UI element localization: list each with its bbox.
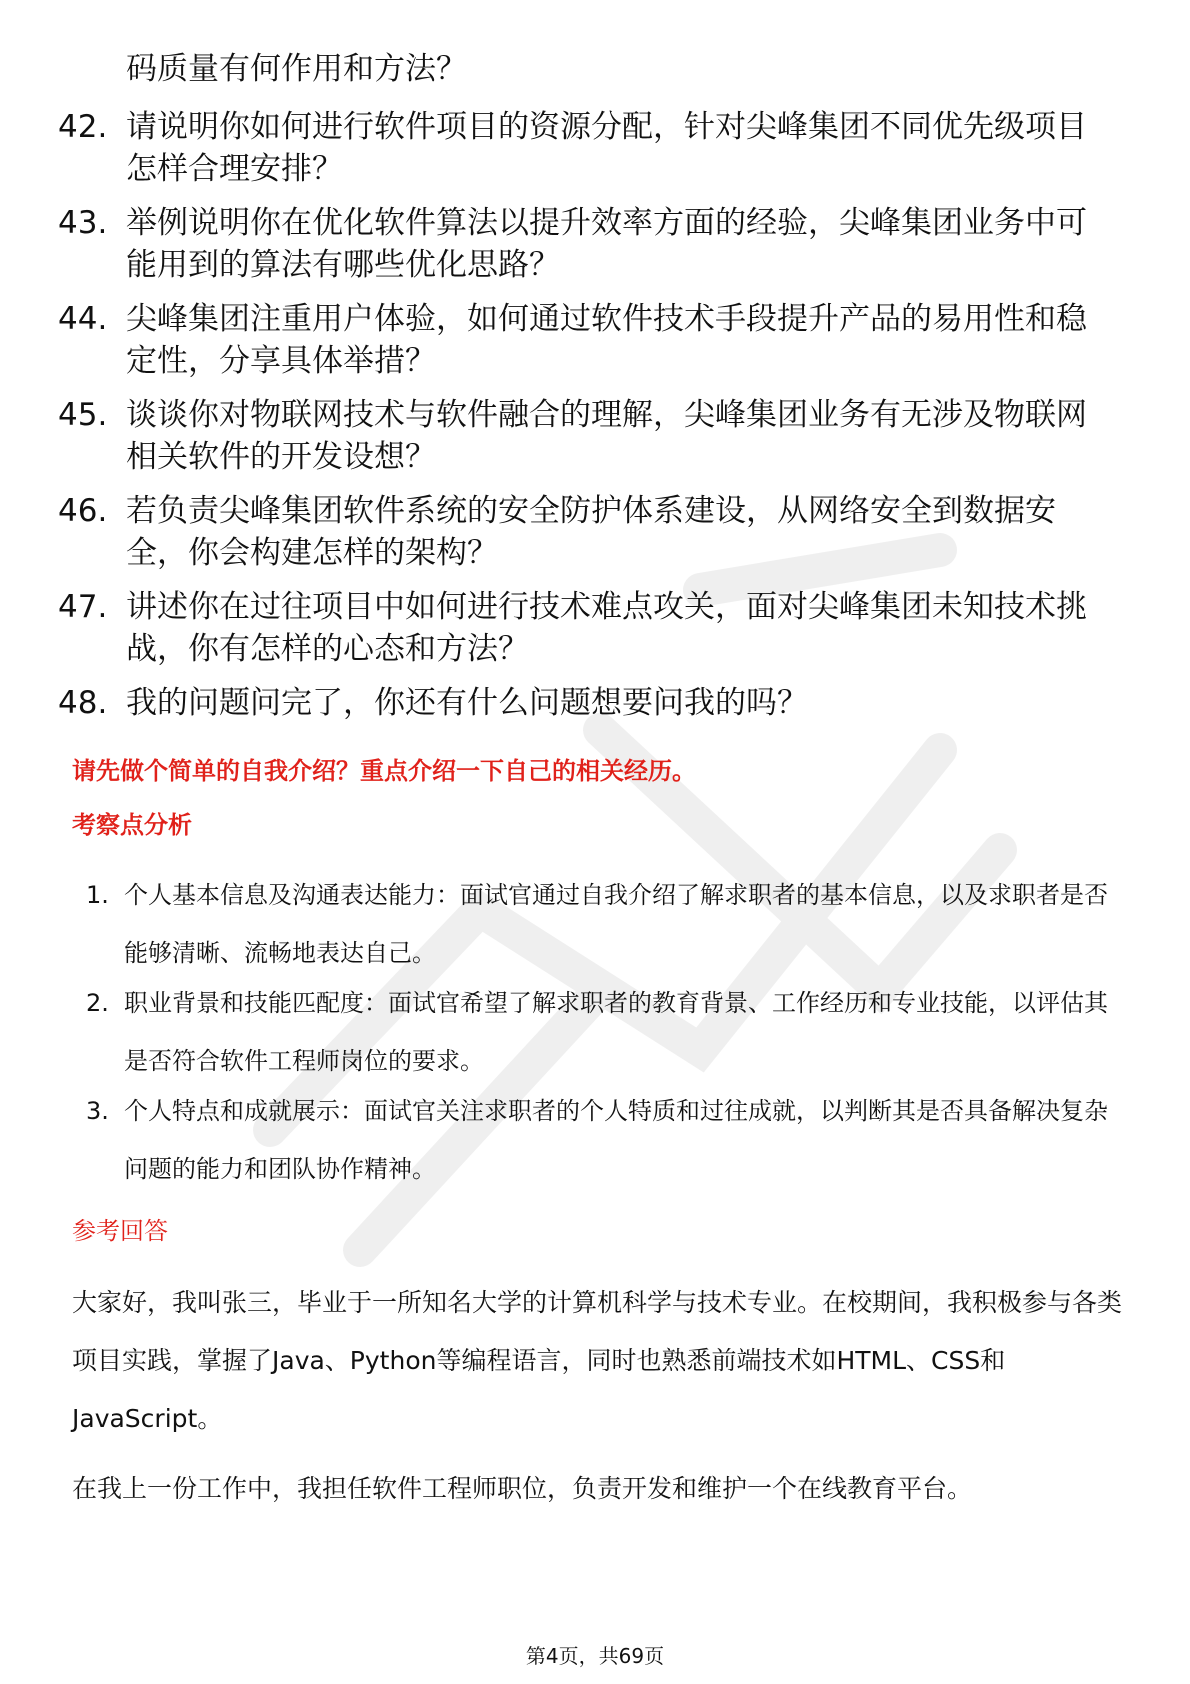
question-text: 我的问题问完了，你还有什么问题想要问我的吗？: [126, 685, 808, 721]
analysis-item: [86, 866, 1126, 982]
answer-heading: 参考回答: [72, 1217, 168, 1245]
question-text: 讲述你在过往项目中如何进行技术难点攻关，面对尖峰集团未知技术挑战，你有怎样的心态和方法？: [126, 589, 1087, 667]
analysis-heading: 考察点分析: [72, 811, 192, 839]
question-text: 若负责尖峰集团软件系统的安全防护体系建设，从网络安全到数据安全，你会构建怎样的架构？: [126, 493, 1056, 571]
question-number: 42.: [58, 109, 108, 145]
question-text: 请说明你如何进行软件项目的资源分配，针对尖峰集团不同优先级项目怎样合理安排？: [126, 109, 1087, 187]
question-item: [58, 394, 1118, 478]
question-text: 尖峰集团注重用户体验，如何通过软件技术手段提升产品的易用性和稳定性，分享具体举措？: [126, 301, 1087, 379]
question-number: 47.: [58, 589, 108, 625]
question-item: [58, 202, 1118, 286]
question-text: 谈谈你对物联网技术与软件融合的理解，尖峰集团业务有无涉及物联网相关软件的开发设想？: [126, 397, 1087, 475]
analysis-number: 1.: [86, 881, 109, 909]
question-item: [58, 490, 1118, 574]
question-number: 44.: [58, 301, 108, 337]
question-item: [58, 586, 1118, 670]
question-number: 46.: [58, 493, 108, 529]
page-footer: 第4页，共69页: [525, 1644, 665, 1668]
question-text: 码质量有何作用和方法？: [126, 51, 467, 87]
question-item: [58, 682, 1118, 724]
question-number: 43.: [58, 205, 108, 241]
question-number: 45.: [58, 397, 108, 433]
analysis-text: 个人特点和成就展示：面试官关注求职者的个人特质和过往成就，以判断其是否具备解决复杂问题的能力和团队协作精神。: [124, 1097, 1108, 1183]
question-item: [58, 48, 1118, 90]
analysis-text: 个人基本信息及沟通表达能力：面试官通过自我介绍了解求职者的基本信息，以及求职者是否能够清晰、流畅地表达自己。: [124, 881, 1108, 967]
analysis-number: 3.: [86, 1097, 109, 1125]
analysis-text: 职业背景和技能匹配度：面试官希望了解求职者的教育背景、工作经历和专业技能，以评估其是否符合软件工程师岗位的要求。: [124, 989, 1108, 1075]
answer-paragraph: 大家好，我叫张三，毕业于一所知名大学的计算机科学与技术专业。在校期间，我积极参与各类项目实践，掌握了Java、Python等编程语言，同时也熟悉前端技术如HTML、CSS和JavaScript。: [72, 1288, 1123, 1433]
question-number: 48.: [58, 685, 108, 721]
analysis-item: [86, 974, 1126, 1090]
question-item: [58, 106, 1118, 190]
question-text: 举例说明你在优化软件算法以提升效率方面的经验，尖峰集团业务中可能用到的算法有哪些优化思路？: [126, 205, 1087, 283]
analysis-number: 2.: [86, 989, 109, 1017]
question-item: [58, 298, 1118, 382]
answer-paragraph: 在我上一份工作中，我担任软件工程师职位，负责开发和维护一个在线教育平台。: [72, 1474, 973, 1503]
section-question: 请先做个简单的自我介绍？重点介绍一下自己的相关经历。: [72, 757, 696, 785]
analysis-item: [86, 1082, 1126, 1198]
